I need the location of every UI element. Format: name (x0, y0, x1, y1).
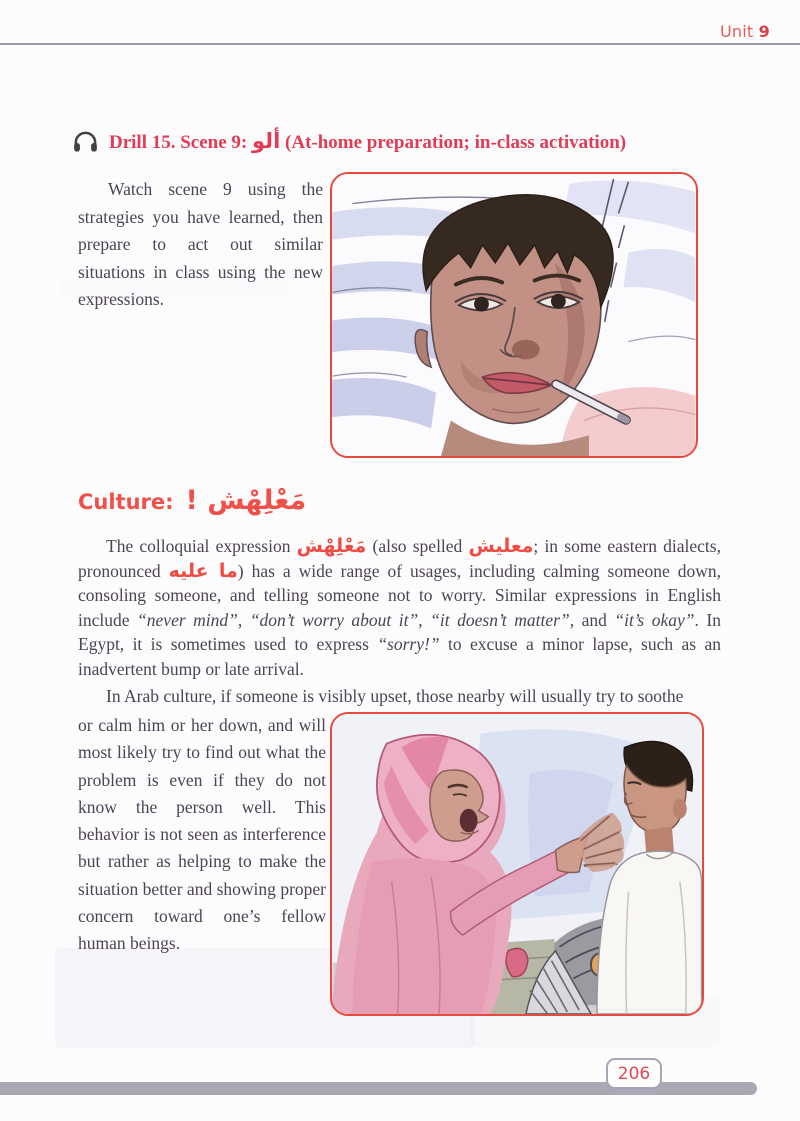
quoted-phrase: “it’s okay” (614, 609, 695, 630)
page-number: 206 (617, 1063, 651, 1084)
text-run: to excuse a minor lapse, such as an inadvertent bump or late arrival. (78, 634, 721, 679)
figure-sick-boy (330, 172, 698, 458)
arabic-term: معليش (468, 535, 534, 557)
header-rule (0, 43, 800, 45)
drill-heading (72, 128, 732, 155)
quoted-phrase: “don’t worry about it” (249, 609, 419, 630)
unit-label: Unit (719, 22, 754, 41)
text-run: ; in some eastern dialects, pronounced (78, 536, 721, 581)
text-run: . In Egypt, it is sometimes used to express (78, 609, 722, 655)
drill-title (109, 129, 626, 155)
unit-number: 9 (758, 22, 770, 41)
culture-paragraph-1 (78, 534, 721, 682)
quoted-phrase: “never mind” (137, 609, 238, 630)
text-run: , (237, 609, 250, 630)
drill-instructions: Watch scene 9 using the strategies you have learned, then prepare to act out similar situations in class using the new expressions. (78, 179, 323, 309)
page-number-tab (606, 1058, 662, 1089)
quoted-phrase: “sorry!” (377, 634, 440, 655)
figure-consoling-scene (330, 712, 704, 1016)
culture-paragraph-2-lead: In Arab culture, if someone is visibly upset, those nearby will usually try to soothe (106, 686, 684, 706)
drill-title-arabic: ألو (252, 128, 281, 153)
text-run: , and (569, 609, 615, 630)
culture-label: Culture: (78, 490, 174, 514)
arabic-term: ما عليه (168, 559, 238, 582)
arabic-term: مَعْلِهْش (296, 535, 367, 557)
text-run: ) has a wide range of usages, including calming someone down, consoling someone, and telling someone not to worry. Similar expressions in English include (78, 560, 721, 630)
drill-title-prefix: Drill 15. Scene 9: (109, 131, 253, 153)
sick-boy-with-thermometer-illustration (332, 174, 696, 456)
text-run: , (418, 609, 431, 630)
unit-header (720, 22, 770, 41)
text-run: (also spelled (366, 536, 469, 556)
woman-consoling-man-by-damaged-car-illustration (332, 714, 702, 1014)
culture-title-arabic: مَعْلِهْش ! (185, 484, 307, 516)
culture-paragraph-2-body: or calm him or her down, and will most likely try to find out what the problem is even if they do not know the person well. This behavior is not seen as interference but rather as helping to make the situation better and showing proper concern toward one’s fellow human beings. (78, 715, 326, 954)
drill-title-suffix: (At-home preparation; in-class activation) (280, 131, 627, 153)
text-run: The colloquial expression (106, 536, 297, 556)
headphones-icon (72, 128, 99, 155)
culture-heading (78, 484, 307, 516)
quoted-phrase: “it doesn’t matter” (430, 609, 570, 630)
